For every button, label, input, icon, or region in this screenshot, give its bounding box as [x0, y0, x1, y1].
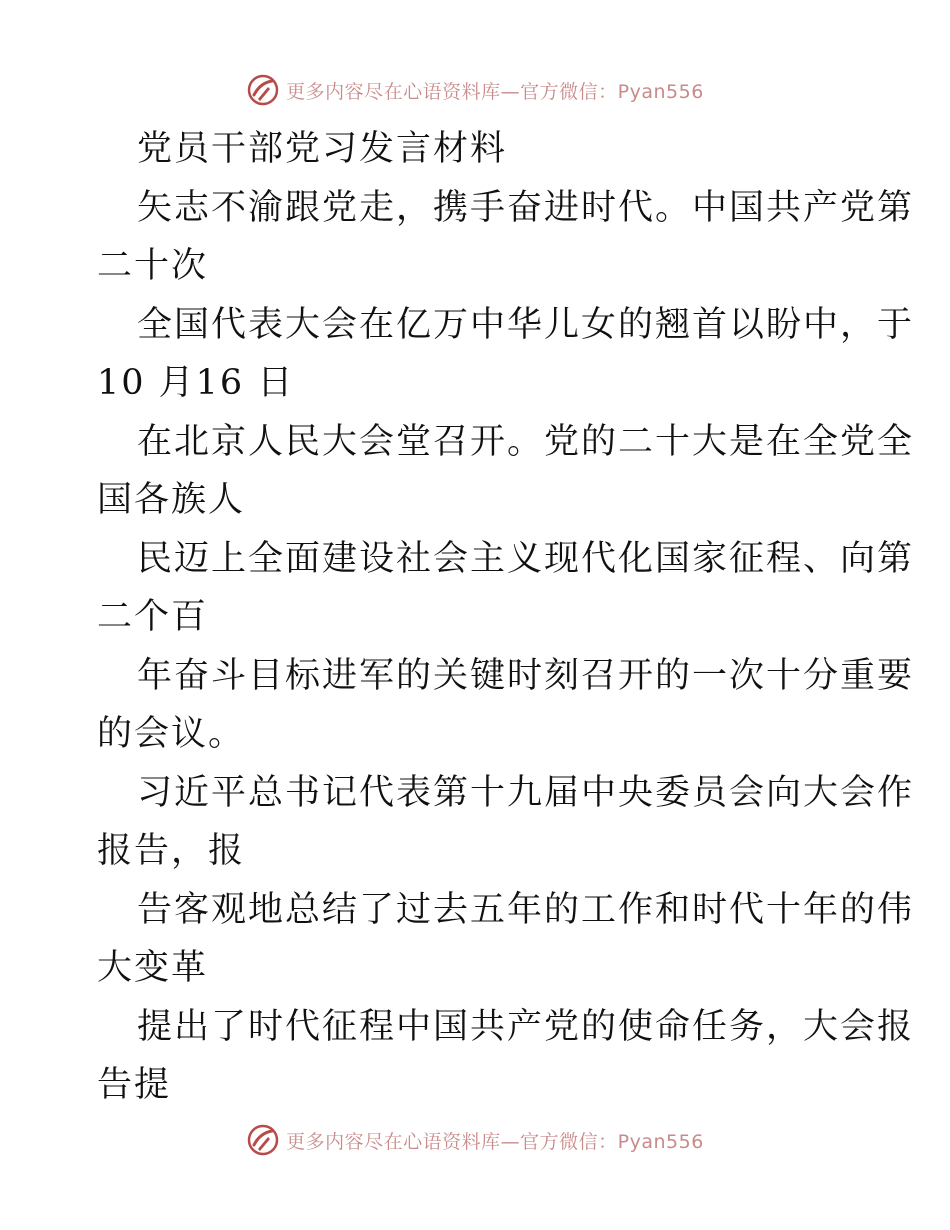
paragraph-line: 的会议。 [97, 714, 246, 754]
paragraph-line: 提出了时代征程中国共产党的使命任务，大会报 [137, 1006, 915, 1047]
paragraph-line: 报告，报 [97, 831, 246, 871]
paragraph-line: 大变革 [97, 948, 209, 988]
paragraph-line: 告提 [97, 1065, 172, 1105]
pen-swirl-icon [246, 73, 280, 107]
paragraph-line: 二十次 [97, 246, 209, 286]
footer-watermark [0, 1120, 950, 1160]
paragraph-line: 在北京人民大会堂召开。党的二十大是在全党全 [137, 421, 915, 462]
paragraph-line: 全国代表大会在亿万中华儿女的翘首以盼中，于 [137, 304, 915, 345]
paragraph-line: 年奋斗目标进军的关键时刻召开的一次十分重要 [137, 655, 915, 696]
document-body [97, 120, 915, 1115]
watermark-text: 更多内容尽在心语资料库—官方微信：Pyan556 [286, 1130, 704, 1153]
paragraph-line: 习近平总书记代表第十九届中央委员会向大会作 [137, 772, 915, 813]
paragraph-line: 党员干部党习发言材料 [137, 129, 508, 169]
paragraph-line: 二个百 [97, 597, 209, 637]
paragraph-line: 告客观地总结了过去五年的工作和时代十年的伟 [137, 889, 915, 930]
paragraph-line: 10 月16 日 [97, 363, 295, 403]
watermark-text: 更多内容尽在心语资料库—官方微信：Pyan556 [286, 80, 704, 103]
paragraph-line: 民迈上全面建设社会主义现代化国家征程、向第 [137, 538, 915, 579]
header-watermark [0, 70, 950, 110]
pen-swirl-icon [246, 1123, 280, 1157]
paragraph-line: 矢志不渝跟党走，携手奋进时代。中国共产党第 [137, 187, 915, 228]
paragraph-line: 国各族人 [97, 480, 246, 520]
